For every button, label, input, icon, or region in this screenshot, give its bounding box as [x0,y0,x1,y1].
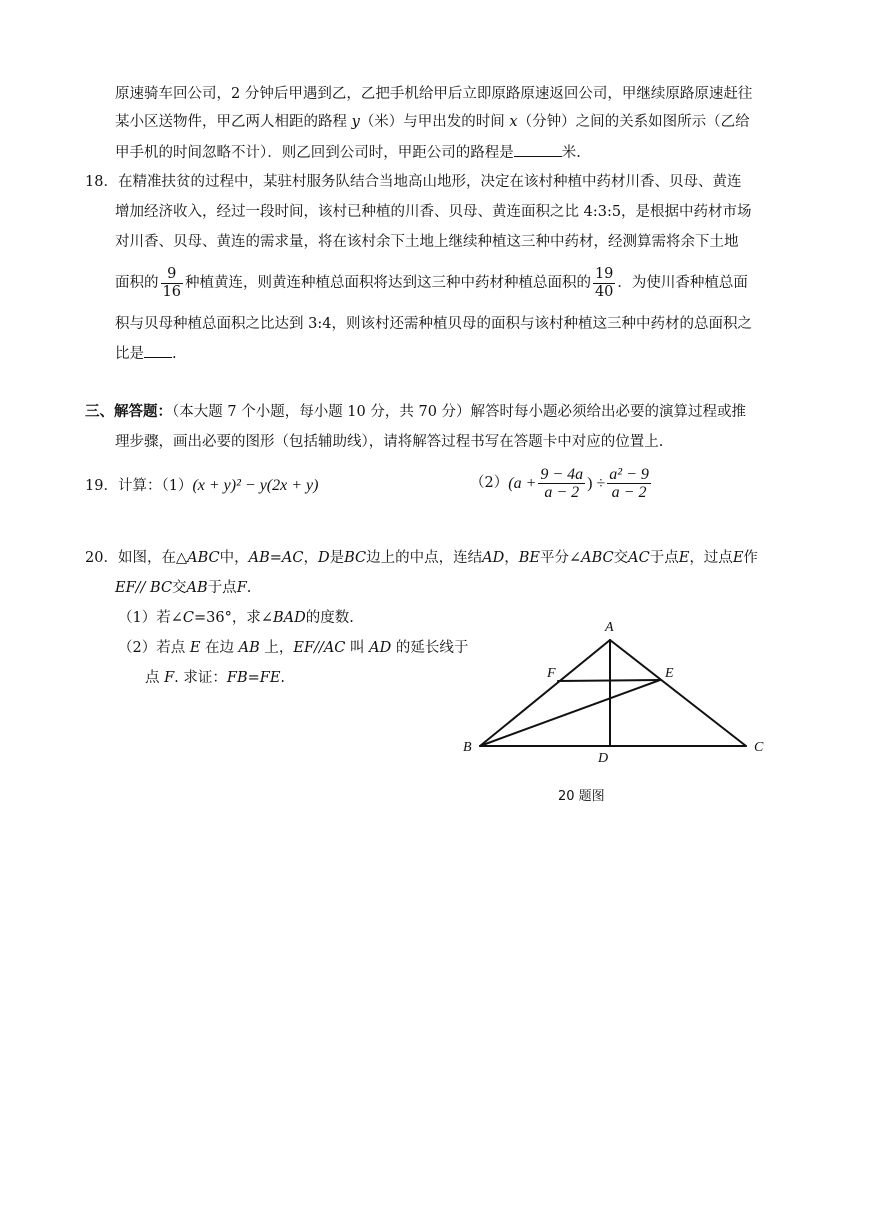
point-E-label: E [665,666,674,681]
segment-AC [610,640,746,746]
q20-text: 叫 [345,640,370,656]
q19-label2: （2） [470,475,509,491]
q20-text: 交 [613,550,629,566]
q18-line6-a: 比是 [115,346,144,362]
q20-text: （2）若点 [118,640,190,656]
q20-text: （1）若∠ [118,610,183,626]
q20-var: AC [628,550,650,566]
section3-text1: （本大题 7 个小题，每小题 10 分，共 70 分）解答时每小题必须给出必要的演算过程或推 [172,404,747,420]
frac2-den: 40 [594,284,614,300]
q18-line4-a: 面积的 [115,275,159,291]
section3-line2: 理步骤，画出必要的图形（包括辅助线），请将解答过程书写在答题卡中对应的位置上. [115,434,664,450]
q20-text: ， [303,550,318,566]
q20-text: 是 [329,550,345,566]
q20-var: BAD [272,610,306,626]
q18-line6-b: . [172,346,177,362]
segment-EF [558,680,660,681]
q20-var: E [189,640,201,656]
q20-text: =36°，求∠ [193,610,273,626]
q20-text: . [246,580,252,596]
q18-line4-b: 种植黄连，则黄连种植总面积将达到这三种中药材种植总面积的 [184,275,591,291]
q20-var: F [164,670,175,686]
q20-var: AD [369,640,392,656]
q20-var: F [236,580,247,596]
q20-var: FB=FE [226,670,281,686]
q20-var: E [732,550,744,566]
q20-text: 的延长线于 [391,640,469,656]
point-C-label: C [754,740,764,755]
q20-text: 的度数. [305,610,354,626]
segment-BE [480,680,660,746]
q20-var: E [678,550,690,566]
frac1-den: 16 [162,284,181,300]
q20-var: C [182,610,194,626]
q20-text: 中， [219,550,249,566]
var-y: y [351,114,360,130]
q20-text: 于点 [649,550,679,566]
q19-label: 19．计算：（1） [85,478,193,494]
q20-text: 平分∠ [539,550,582,566]
figure-caption: 20 题图 [558,789,605,804]
segment-AB [480,640,610,746]
q19-expr2-a: (a + [508,475,537,492]
q20-var: BC [344,550,367,566]
q20-text: ， [504,550,519,566]
q17-line2-c: （分钟）之间的关系如图所示（乙给 [517,114,750,130]
frac1-num: 9 [161,266,183,284]
q19-frac1-den: a − 2 [544,484,580,501]
section3-title: 三、解答题： [85,403,172,420]
q20-var: AD [482,550,505,566]
q20-var: EF//AC [293,640,346,656]
q20-text: 在边 [200,640,239,656]
q19-frac2-den: a − 2 [611,484,647,501]
q20-var: D [317,550,330,566]
point-B-label: B [463,740,472,755]
q20-var: EF// BC [115,580,173,596]
q17-line1: 原速骑车回公司，2 分钟后甲遇到乙，乙把手机给甲后立即原路原速返回公司，甲继续原路原速赶往 [115,86,753,102]
q20-text: 交 [172,580,187,596]
q17-line2-b: （米）与甲出发的时间 [359,114,510,130]
q20-text: 于点 [207,580,237,596]
point-A-label: A [605,620,614,635]
q18-line5: 积与贝母种植总面积之比达到 3:4，则该村还需种植贝母的面积与该村种植这三种中药材的总面积之 [115,316,752,332]
q20-var: AB=AC [248,550,304,566]
q18-line2: 增加经济收入，经过一段时间，该村已种植的川香、贝母、黄连面积之比 4:3:5，是根据中药材市场 [115,204,752,220]
q19-expr2-b: ) ÷ [587,475,606,492]
q20-text: . [280,670,286,686]
q20-var: AB [238,640,260,656]
q18-line4-c: ．为使川香种植总面 [617,275,748,291]
q18-line1: 18．在精准扶贫的过程中，某驻村服务队结合当地高山地形，决定在该村种植中药材川香、贝母、黄连 [85,174,742,190]
q20-var: AB [186,580,208,596]
q20-var: ABC [581,550,614,566]
q17-line3-a: 甲手机的时间忽略不计）．则乙回到公司时，甲距公司的路程是 [115,145,514,161]
q17-line2-a: 某小区送物件，甲乙两人相距的路程 [115,114,352,130]
q20-text: 20．如图，在△ [85,550,188,566]
q19-frac1-num: 9 − 4a [540,466,584,483]
q20-text: . 求证： [174,670,227,686]
point-D-label: D [598,751,609,766]
var-x: x [509,114,518,130]
q20-text: 上， [259,640,294,656]
q20-text: 边上的中点，连结 [366,550,483,566]
q19-expr1: (x + y)² − y(2x + y) [192,477,319,494]
q18-line3: 对川香、贝母、黄连的需求量，将在该村余下土地上继续种植这三种中药材，经测算需将余下土地 [115,234,739,250]
frac2-num: 19 [594,266,614,282]
point-F-label: F [547,666,556,681]
q19-frac2-num: a² − 9 [609,466,649,483]
q20-var: BE [518,550,540,566]
q17-line3-b: 米. [561,145,581,161]
q20-text: ，过点 [689,550,733,566]
q20-text: 作 [743,550,758,566]
q20-var: ABC [187,550,220,566]
q20-text: 点 [145,670,165,686]
